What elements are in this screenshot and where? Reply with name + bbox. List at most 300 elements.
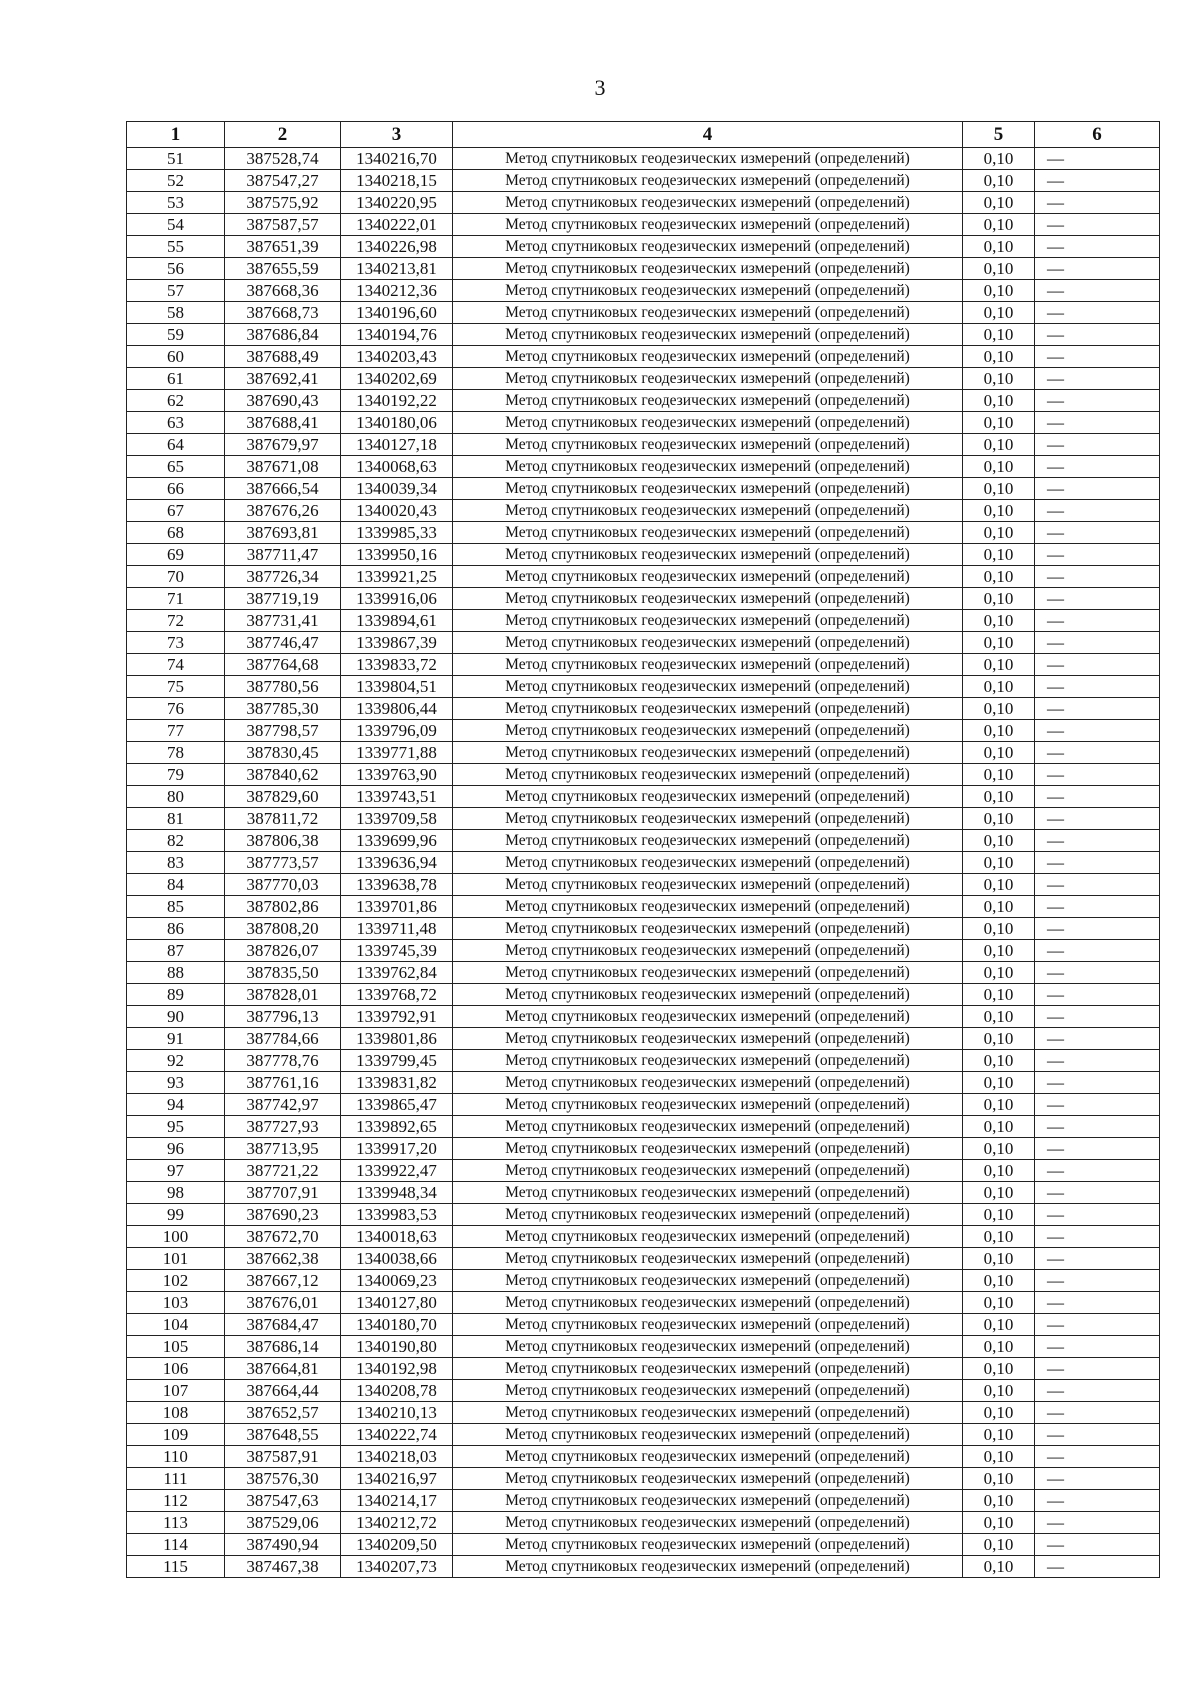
method-cell: Метод спутниковых геодезических измерений (определений) <box>453 1446 963 1468</box>
y-coordinate-cell: 1340018,63 <box>341 1226 453 1248</box>
y-coordinate-cell: 1339771,88 <box>341 742 453 764</box>
point-number-cell: 114 <box>127 1534 225 1556</box>
table-row <box>127 412 1160 434</box>
method-cell: Метод спутниковых геодезических измерений (определений) <box>453 1028 963 1050</box>
note-dash-cell: — <box>1035 808 1160 830</box>
method-cell: Метод спутниковых геодезических измерений (определений) <box>453 962 963 984</box>
point-number-cell: 59 <box>127 324 225 346</box>
point-number-cell: 91 <box>127 1028 225 1050</box>
method-cell: Метод спутниковых геодезических измерений (определений) <box>453 522 963 544</box>
accuracy-cell: 0,10 <box>963 478 1035 500</box>
method-cell: Метод спутниковых геодезических измерений (определений) <box>453 1270 963 1292</box>
note-dash-cell: — <box>1035 1138 1160 1160</box>
x-coordinate-cell: 387547,27 <box>225 170 341 192</box>
accuracy-cell: 0,10 <box>963 214 1035 236</box>
table-row <box>127 522 1160 544</box>
note-dash-cell: — <box>1035 434 1160 456</box>
y-coordinate-cell: 1339796,09 <box>341 720 453 742</box>
table-row <box>127 500 1160 522</box>
point-number-cell: 84 <box>127 874 225 896</box>
x-coordinate-cell: 387784,66 <box>225 1028 341 1050</box>
point-number-cell: 81 <box>127 808 225 830</box>
y-coordinate-cell: 1340196,60 <box>341 302 453 324</box>
accuracy-cell: 0,10 <box>963 940 1035 962</box>
note-dash-cell: — <box>1035 940 1160 962</box>
point-number-cell: 68 <box>127 522 225 544</box>
table-row <box>127 984 1160 1006</box>
method-cell: Метод спутниковых геодезических измерений (определений) <box>453 346 963 368</box>
note-dash-cell: — <box>1035 1380 1160 1402</box>
point-number-cell: 96 <box>127 1138 225 1160</box>
note-dash-cell: — <box>1035 390 1160 412</box>
note-dash-cell: — <box>1035 1446 1160 1468</box>
x-coordinate-cell: 387780,56 <box>225 676 341 698</box>
x-coordinate-cell: 387835,50 <box>225 962 341 984</box>
y-coordinate-cell: 1340192,98 <box>341 1358 453 1380</box>
x-coordinate-cell: 387811,72 <box>225 808 341 830</box>
x-coordinate-cell: 387547,63 <box>225 1490 341 1512</box>
accuracy-cell: 0,10 <box>963 1490 1035 1512</box>
method-cell: Метод спутниковых геодезических измерений (определений) <box>453 1556 963 1578</box>
table-row <box>127 962 1160 984</box>
x-coordinate-cell: 387575,92 <box>225 192 341 214</box>
table-row <box>127 940 1160 962</box>
point-number-cell: 112 <box>127 1490 225 1512</box>
y-coordinate-cell: 1340127,18 <box>341 434 453 456</box>
y-coordinate-cell: 1340207,73 <box>341 1556 453 1578</box>
point-number-cell: 79 <box>127 764 225 786</box>
method-cell: Метод спутниковых геодезических измерений (определений) <box>453 984 963 1006</box>
note-dash-cell: — <box>1035 764 1160 786</box>
table-row <box>127 610 1160 632</box>
x-coordinate-cell: 387761,16 <box>225 1072 341 1094</box>
table-row <box>127 566 1160 588</box>
method-cell: Метод спутниковых геодезических измерений (определений) <box>453 742 963 764</box>
note-dash-cell: — <box>1035 1336 1160 1358</box>
y-coordinate-cell: 1339894,61 <box>341 610 453 632</box>
y-coordinate-cell: 1340222,01 <box>341 214 453 236</box>
y-coordinate-cell: 1340194,76 <box>341 324 453 346</box>
y-coordinate-cell: 1340218,03 <box>341 1446 453 1468</box>
note-dash-cell: — <box>1035 984 1160 1006</box>
y-coordinate-cell: 1340218,15 <box>341 170 453 192</box>
point-number-cell: 88 <box>127 962 225 984</box>
y-coordinate-cell: 1340222,74 <box>341 1424 453 1446</box>
note-dash-cell: — <box>1035 368 1160 390</box>
table-row <box>127 1116 1160 1138</box>
table-row <box>127 874 1160 896</box>
method-cell: Метод спутниковых геодезических измерений (определений) <box>453 1468 963 1490</box>
method-cell: Метод спутниковых геодезических измерений (определений) <box>453 302 963 324</box>
accuracy-cell: 0,10 <box>963 1446 1035 1468</box>
accuracy-cell: 0,10 <box>963 786 1035 808</box>
accuracy-cell: 0,10 <box>963 1314 1035 1336</box>
note-dash-cell: — <box>1035 874 1160 896</box>
y-coordinate-cell: 1340214,17 <box>341 1490 453 1512</box>
table-row <box>127 368 1160 390</box>
x-coordinate-cell: 387808,20 <box>225 918 341 940</box>
accuracy-cell: 0,10 <box>963 1534 1035 1556</box>
x-coordinate-cell: 387840,62 <box>225 764 341 786</box>
point-number-cell: 113 <box>127 1512 225 1534</box>
accuracy-cell: 0,10 <box>963 1182 1035 1204</box>
point-number-cell: 99 <box>127 1204 225 1226</box>
table-row <box>127 170 1160 192</box>
y-coordinate-cell: 1339921,25 <box>341 566 453 588</box>
note-dash-cell: — <box>1035 742 1160 764</box>
method-cell: Метод спутниковых геодезических измерений (определений) <box>453 148 963 170</box>
accuracy-cell: 0,10 <box>963 324 1035 346</box>
accuracy-cell: 0,10 <box>963 148 1035 170</box>
table-row <box>127 720 1160 742</box>
y-coordinate-cell: 1340020,43 <box>341 500 453 522</box>
x-coordinate-cell: 387802,86 <box>225 896 341 918</box>
accuracy-cell: 0,10 <box>963 1028 1035 1050</box>
x-coordinate-cell: 387679,97 <box>225 434 341 456</box>
method-cell: Метод спутниковых геодезических измерений (определений) <box>453 786 963 808</box>
x-coordinate-cell: 387667,12 <box>225 1270 341 1292</box>
y-coordinate-cell: 1339768,72 <box>341 984 453 1006</box>
note-dash-cell: — <box>1035 522 1160 544</box>
table-row <box>127 1204 1160 1226</box>
table-row <box>127 258 1160 280</box>
accuracy-cell: 0,10 <box>963 544 1035 566</box>
point-number-cell: 98 <box>127 1182 225 1204</box>
x-coordinate-cell: 387770,03 <box>225 874 341 896</box>
x-coordinate-cell: 387651,39 <box>225 236 341 258</box>
accuracy-cell: 0,10 <box>963 1204 1035 1226</box>
note-dash-cell: — <box>1035 1556 1160 1578</box>
note-dash-cell: — <box>1035 1204 1160 1226</box>
x-coordinate-cell: 387828,01 <box>225 984 341 1006</box>
point-number-cell: 54 <box>127 214 225 236</box>
x-coordinate-cell: 387664,81 <box>225 1358 341 1380</box>
method-cell: Метод спутниковых геодезических измерений (определений) <box>453 192 963 214</box>
note-dash-cell: — <box>1035 654 1160 676</box>
method-cell: Метод спутниковых геодезических измерений (определений) <box>453 280 963 302</box>
accuracy-cell: 0,10 <box>963 346 1035 368</box>
y-coordinate-cell: 1339831,82 <box>341 1072 453 1094</box>
note-dash-cell: — <box>1035 720 1160 742</box>
method-cell: Метод спутниковых геодезических измерений (определений) <box>453 1358 963 1380</box>
x-coordinate-cell: 387693,81 <box>225 522 341 544</box>
accuracy-cell: 0,10 <box>963 918 1035 940</box>
point-number-cell: 109 <box>127 1424 225 1446</box>
table-row <box>127 852 1160 874</box>
y-coordinate-cell: 1340208,78 <box>341 1380 453 1402</box>
method-cell: Метод спутниковых геодезических измерений (определений) <box>453 1534 963 1556</box>
point-number-cell: 66 <box>127 478 225 500</box>
accuracy-cell: 0,10 <box>963 896 1035 918</box>
point-number-cell: 60 <box>127 346 225 368</box>
note-dash-cell: — <box>1035 698 1160 720</box>
method-cell: Метод спутниковых геодезических измерений (определений) <box>453 1006 963 1028</box>
point-number-cell: 87 <box>127 940 225 962</box>
table-row <box>127 742 1160 764</box>
accuracy-cell: 0,10 <box>963 698 1035 720</box>
coordinates-table <box>126 121 1160 1578</box>
x-coordinate-cell: 387688,41 <box>225 412 341 434</box>
note-dash-cell: — <box>1035 852 1160 874</box>
note-dash-cell: — <box>1035 1468 1160 1490</box>
note-dash-cell: — <box>1035 236 1160 258</box>
note-dash-cell: — <box>1035 1116 1160 1138</box>
y-coordinate-cell: 1339636,94 <box>341 852 453 874</box>
note-dash-cell: — <box>1035 588 1160 610</box>
accuracy-cell: 0,10 <box>963 236 1035 258</box>
note-dash-cell: — <box>1035 1182 1160 1204</box>
x-coordinate-cell: 387688,49 <box>225 346 341 368</box>
table-header-row <box>127 122 1160 148</box>
point-number-cell: 106 <box>127 1358 225 1380</box>
note-dash-cell: — <box>1035 610 1160 632</box>
table-row <box>127 1094 1160 1116</box>
y-coordinate-cell: 1339711,48 <box>341 918 453 940</box>
point-number-cell: 89 <box>127 984 225 1006</box>
accuracy-cell: 0,10 <box>963 1248 1035 1270</box>
accuracy-cell: 0,10 <box>963 1556 1035 1578</box>
y-coordinate-cell: 1339917,20 <box>341 1138 453 1160</box>
table-row <box>127 918 1160 940</box>
y-coordinate-cell: 1339709,58 <box>341 808 453 830</box>
x-coordinate-cell: 387719,19 <box>225 588 341 610</box>
table-row <box>127 478 1160 500</box>
table-row <box>127 1028 1160 1050</box>
table-row <box>127 830 1160 852</box>
table-row <box>127 1468 1160 1490</box>
y-coordinate-cell: 1340210,13 <box>341 1402 453 1424</box>
x-coordinate-cell: 387529,06 <box>225 1512 341 1534</box>
accuracy-cell: 0,10 <box>963 1424 1035 1446</box>
note-dash-cell: — <box>1035 214 1160 236</box>
point-number-cell: 83 <box>127 852 225 874</box>
x-coordinate-cell: 387671,08 <box>225 456 341 478</box>
method-cell: Метод спутниковых геодезических измерений (определений) <box>453 1512 963 1534</box>
method-cell: Метод спутниковых геодезических измерений (определений) <box>453 258 963 280</box>
note-dash-cell: — <box>1035 1490 1160 1512</box>
method-cell: Метод спутниковых геодезических измерений (определений) <box>453 764 963 786</box>
accuracy-cell: 0,10 <box>963 1006 1035 1028</box>
note-dash-cell: — <box>1035 1402 1160 1424</box>
table-row <box>127 1006 1160 1028</box>
method-cell: Метод спутниковых геодезических измерений (определений) <box>453 368 963 390</box>
x-coordinate-cell: 387727,93 <box>225 1116 341 1138</box>
x-coordinate-cell: 387664,44 <box>225 1380 341 1402</box>
accuracy-cell: 0,10 <box>963 962 1035 984</box>
accuracy-cell: 0,10 <box>963 1226 1035 1248</box>
y-coordinate-cell: 1340216,70 <box>341 148 453 170</box>
x-coordinate-cell: 387467,38 <box>225 1556 341 1578</box>
x-coordinate-cell: 387690,43 <box>225 390 341 412</box>
method-cell: Метод спутниковых геодезических измерений (определений) <box>453 632 963 654</box>
accuracy-cell: 0,10 <box>963 632 1035 654</box>
header-col-1: 1 <box>127 122 225 148</box>
accuracy-cell: 0,10 <box>963 1402 1035 1424</box>
method-cell: Метод спутниковых геодезических измерений (определений) <box>453 1138 963 1160</box>
x-coordinate-cell: 387796,13 <box>225 1006 341 1028</box>
table-row <box>127 1358 1160 1380</box>
y-coordinate-cell: 1340192,22 <box>341 390 453 412</box>
note-dash-cell: — <box>1035 412 1160 434</box>
accuracy-cell: 0,10 <box>963 1512 1035 1534</box>
method-cell: Метод спутниковых геодезических измерений (определений) <box>453 1336 963 1358</box>
method-cell: Метод спутниковых геодезических измерений (определений) <box>453 918 963 940</box>
point-number-cell: 107 <box>127 1380 225 1402</box>
point-number-cell: 69 <box>127 544 225 566</box>
y-coordinate-cell: 1340216,97 <box>341 1468 453 1490</box>
method-cell: Метод спутниковых геодезических измерений (определений) <box>453 1160 963 1182</box>
x-coordinate-cell: 387826,07 <box>225 940 341 962</box>
table-row <box>127 1512 1160 1534</box>
accuracy-cell: 0,10 <box>963 170 1035 192</box>
point-number-cell: 56 <box>127 258 225 280</box>
x-coordinate-cell: 387666,54 <box>225 478 341 500</box>
y-coordinate-cell: 1339799,45 <box>341 1050 453 1072</box>
accuracy-cell: 0,10 <box>963 456 1035 478</box>
x-coordinate-cell: 387655,59 <box>225 258 341 280</box>
accuracy-cell: 0,10 <box>963 1072 1035 1094</box>
note-dash-cell: — <box>1035 1358 1160 1380</box>
method-cell: Метод спутниковых геодезических измерений (определений) <box>453 1226 963 1248</box>
point-number-cell: 90 <box>127 1006 225 1028</box>
table-row <box>127 346 1160 368</box>
method-cell: Метод спутниковых геодезических измерений (определений) <box>453 566 963 588</box>
note-dash-cell: — <box>1035 192 1160 214</box>
table-row <box>127 808 1160 830</box>
note-dash-cell: — <box>1035 1160 1160 1182</box>
y-coordinate-cell: 1340220,95 <box>341 192 453 214</box>
x-coordinate-cell: 387707,91 <box>225 1182 341 1204</box>
method-cell: Метод спутниковых геодезических измерений (определений) <box>453 1292 963 1314</box>
point-number-cell: 95 <box>127 1116 225 1138</box>
y-coordinate-cell: 1340038,66 <box>341 1248 453 1270</box>
accuracy-cell: 0,10 <box>963 742 1035 764</box>
point-number-cell: 86 <box>127 918 225 940</box>
x-coordinate-cell: 387806,38 <box>225 830 341 852</box>
note-dash-cell: — <box>1035 896 1160 918</box>
y-coordinate-cell: 1339833,72 <box>341 654 453 676</box>
table-row <box>127 654 1160 676</box>
method-cell: Метод спутниковых геодезических измерений (определений) <box>453 698 963 720</box>
note-dash-cell: — <box>1035 676 1160 698</box>
method-cell: Метод спутниковых геодезических измерений (определений) <box>453 434 963 456</box>
note-dash-cell: — <box>1035 786 1160 808</box>
method-cell: Метод спутниковых геодезических измерений (определений) <box>453 1248 963 1270</box>
point-number-cell: 97 <box>127 1160 225 1182</box>
note-dash-cell: — <box>1035 962 1160 984</box>
y-coordinate-cell: 1340209,50 <box>341 1534 453 1556</box>
method-cell: Метод спутниковых геодезических измерений (определений) <box>453 324 963 346</box>
y-coordinate-cell: 1339745,39 <box>341 940 453 962</box>
method-cell: Метод спутниковых геодезических измерений (определений) <box>453 1116 963 1138</box>
table-row <box>127 1336 1160 1358</box>
point-number-cell: 53 <box>127 192 225 214</box>
x-coordinate-cell: 387676,26 <box>225 500 341 522</box>
method-cell: Метод спутниковых геодезических измерений (определений) <box>453 390 963 412</box>
method-cell: Метод спутниковых геодезических измерений (определений) <box>453 1182 963 1204</box>
x-coordinate-cell: 387830,45 <box>225 742 341 764</box>
note-dash-cell: — <box>1035 1094 1160 1116</box>
table-row <box>127 1248 1160 1270</box>
y-coordinate-cell: 1339792,91 <box>341 1006 453 1028</box>
method-cell: Метод спутниковых геодезических измерений (определений) <box>453 1072 963 1094</box>
method-cell: Метод спутниковых геодезических измерений (определений) <box>453 1314 963 1336</box>
table-row <box>127 698 1160 720</box>
point-number-cell: 57 <box>127 280 225 302</box>
accuracy-cell: 0,10 <box>963 1468 1035 1490</box>
note-dash-cell: — <box>1035 1006 1160 1028</box>
point-number-cell: 63 <box>127 412 225 434</box>
method-cell: Метод спутниковых геодезических измерений (определений) <box>453 1380 963 1402</box>
point-number-cell: 85 <box>127 896 225 918</box>
table-row <box>127 1292 1160 1314</box>
note-dash-cell: — <box>1035 478 1160 500</box>
x-coordinate-cell: 387648,55 <box>225 1424 341 1446</box>
y-coordinate-cell: 1339743,51 <box>341 786 453 808</box>
method-cell: Метод спутниковых геодезических измерений (определений) <box>453 1094 963 1116</box>
x-coordinate-cell: 387490,94 <box>225 1534 341 1556</box>
note-dash-cell: — <box>1035 324 1160 346</box>
y-coordinate-cell: 1339922,47 <box>341 1160 453 1182</box>
accuracy-cell: 0,10 <box>963 1336 1035 1358</box>
accuracy-cell: 0,10 <box>963 522 1035 544</box>
accuracy-cell: 0,10 <box>963 258 1035 280</box>
x-coordinate-cell: 387721,22 <box>225 1160 341 1182</box>
y-coordinate-cell: 1339867,39 <box>341 632 453 654</box>
table-row <box>127 1556 1160 1578</box>
accuracy-cell: 0,10 <box>963 302 1035 324</box>
method-cell: Метод спутниковых геодезических измерений (определений) <box>453 1204 963 1226</box>
point-number-cell: 71 <box>127 588 225 610</box>
method-cell: Метод спутниковых геодезических измерений (определений) <box>453 654 963 676</box>
x-coordinate-cell: 387726,34 <box>225 566 341 588</box>
point-number-cell: 111 <box>127 1468 225 1490</box>
table-row <box>127 192 1160 214</box>
point-number-cell: 64 <box>127 434 225 456</box>
note-dash-cell: — <box>1035 456 1160 478</box>
x-coordinate-cell: 387692,41 <box>225 368 341 390</box>
y-coordinate-cell: 1339865,47 <box>341 1094 453 1116</box>
method-cell: Метод спутниковых геодезических измерений (определений) <box>453 1402 963 1424</box>
x-coordinate-cell: 387798,57 <box>225 720 341 742</box>
point-number-cell: 101 <box>127 1248 225 1270</box>
note-dash-cell: — <box>1035 1248 1160 1270</box>
y-coordinate-cell: 1339701,86 <box>341 896 453 918</box>
y-coordinate-cell: 1339638,78 <box>341 874 453 896</box>
y-coordinate-cell: 1340180,06 <box>341 412 453 434</box>
header-col-4: 4 <box>453 122 963 148</box>
y-coordinate-cell: 1340039,34 <box>341 478 453 500</box>
y-coordinate-cell: 1339892,65 <box>341 1116 453 1138</box>
y-coordinate-cell: 1340180,70 <box>341 1314 453 1336</box>
x-coordinate-cell: 387686,14 <box>225 1336 341 1358</box>
point-number-cell: 82 <box>127 830 225 852</box>
accuracy-cell: 0,10 <box>963 500 1035 522</box>
note-dash-cell: — <box>1035 148 1160 170</box>
point-number-cell: 105 <box>127 1336 225 1358</box>
table-row <box>127 1424 1160 1446</box>
accuracy-cell: 0,10 <box>963 830 1035 852</box>
accuracy-cell: 0,10 <box>963 610 1035 632</box>
table-row <box>127 214 1160 236</box>
table-row <box>127 434 1160 456</box>
accuracy-cell: 0,10 <box>963 1292 1035 1314</box>
method-cell: Метод спутниковых геодезических измерений (определений) <box>453 808 963 830</box>
method-cell: Метод спутниковых геодезических измерений (определений) <box>453 610 963 632</box>
x-coordinate-cell: 387829,60 <box>225 786 341 808</box>
y-coordinate-cell: 1339699,96 <box>341 830 453 852</box>
y-coordinate-cell: 1339762,84 <box>341 962 453 984</box>
